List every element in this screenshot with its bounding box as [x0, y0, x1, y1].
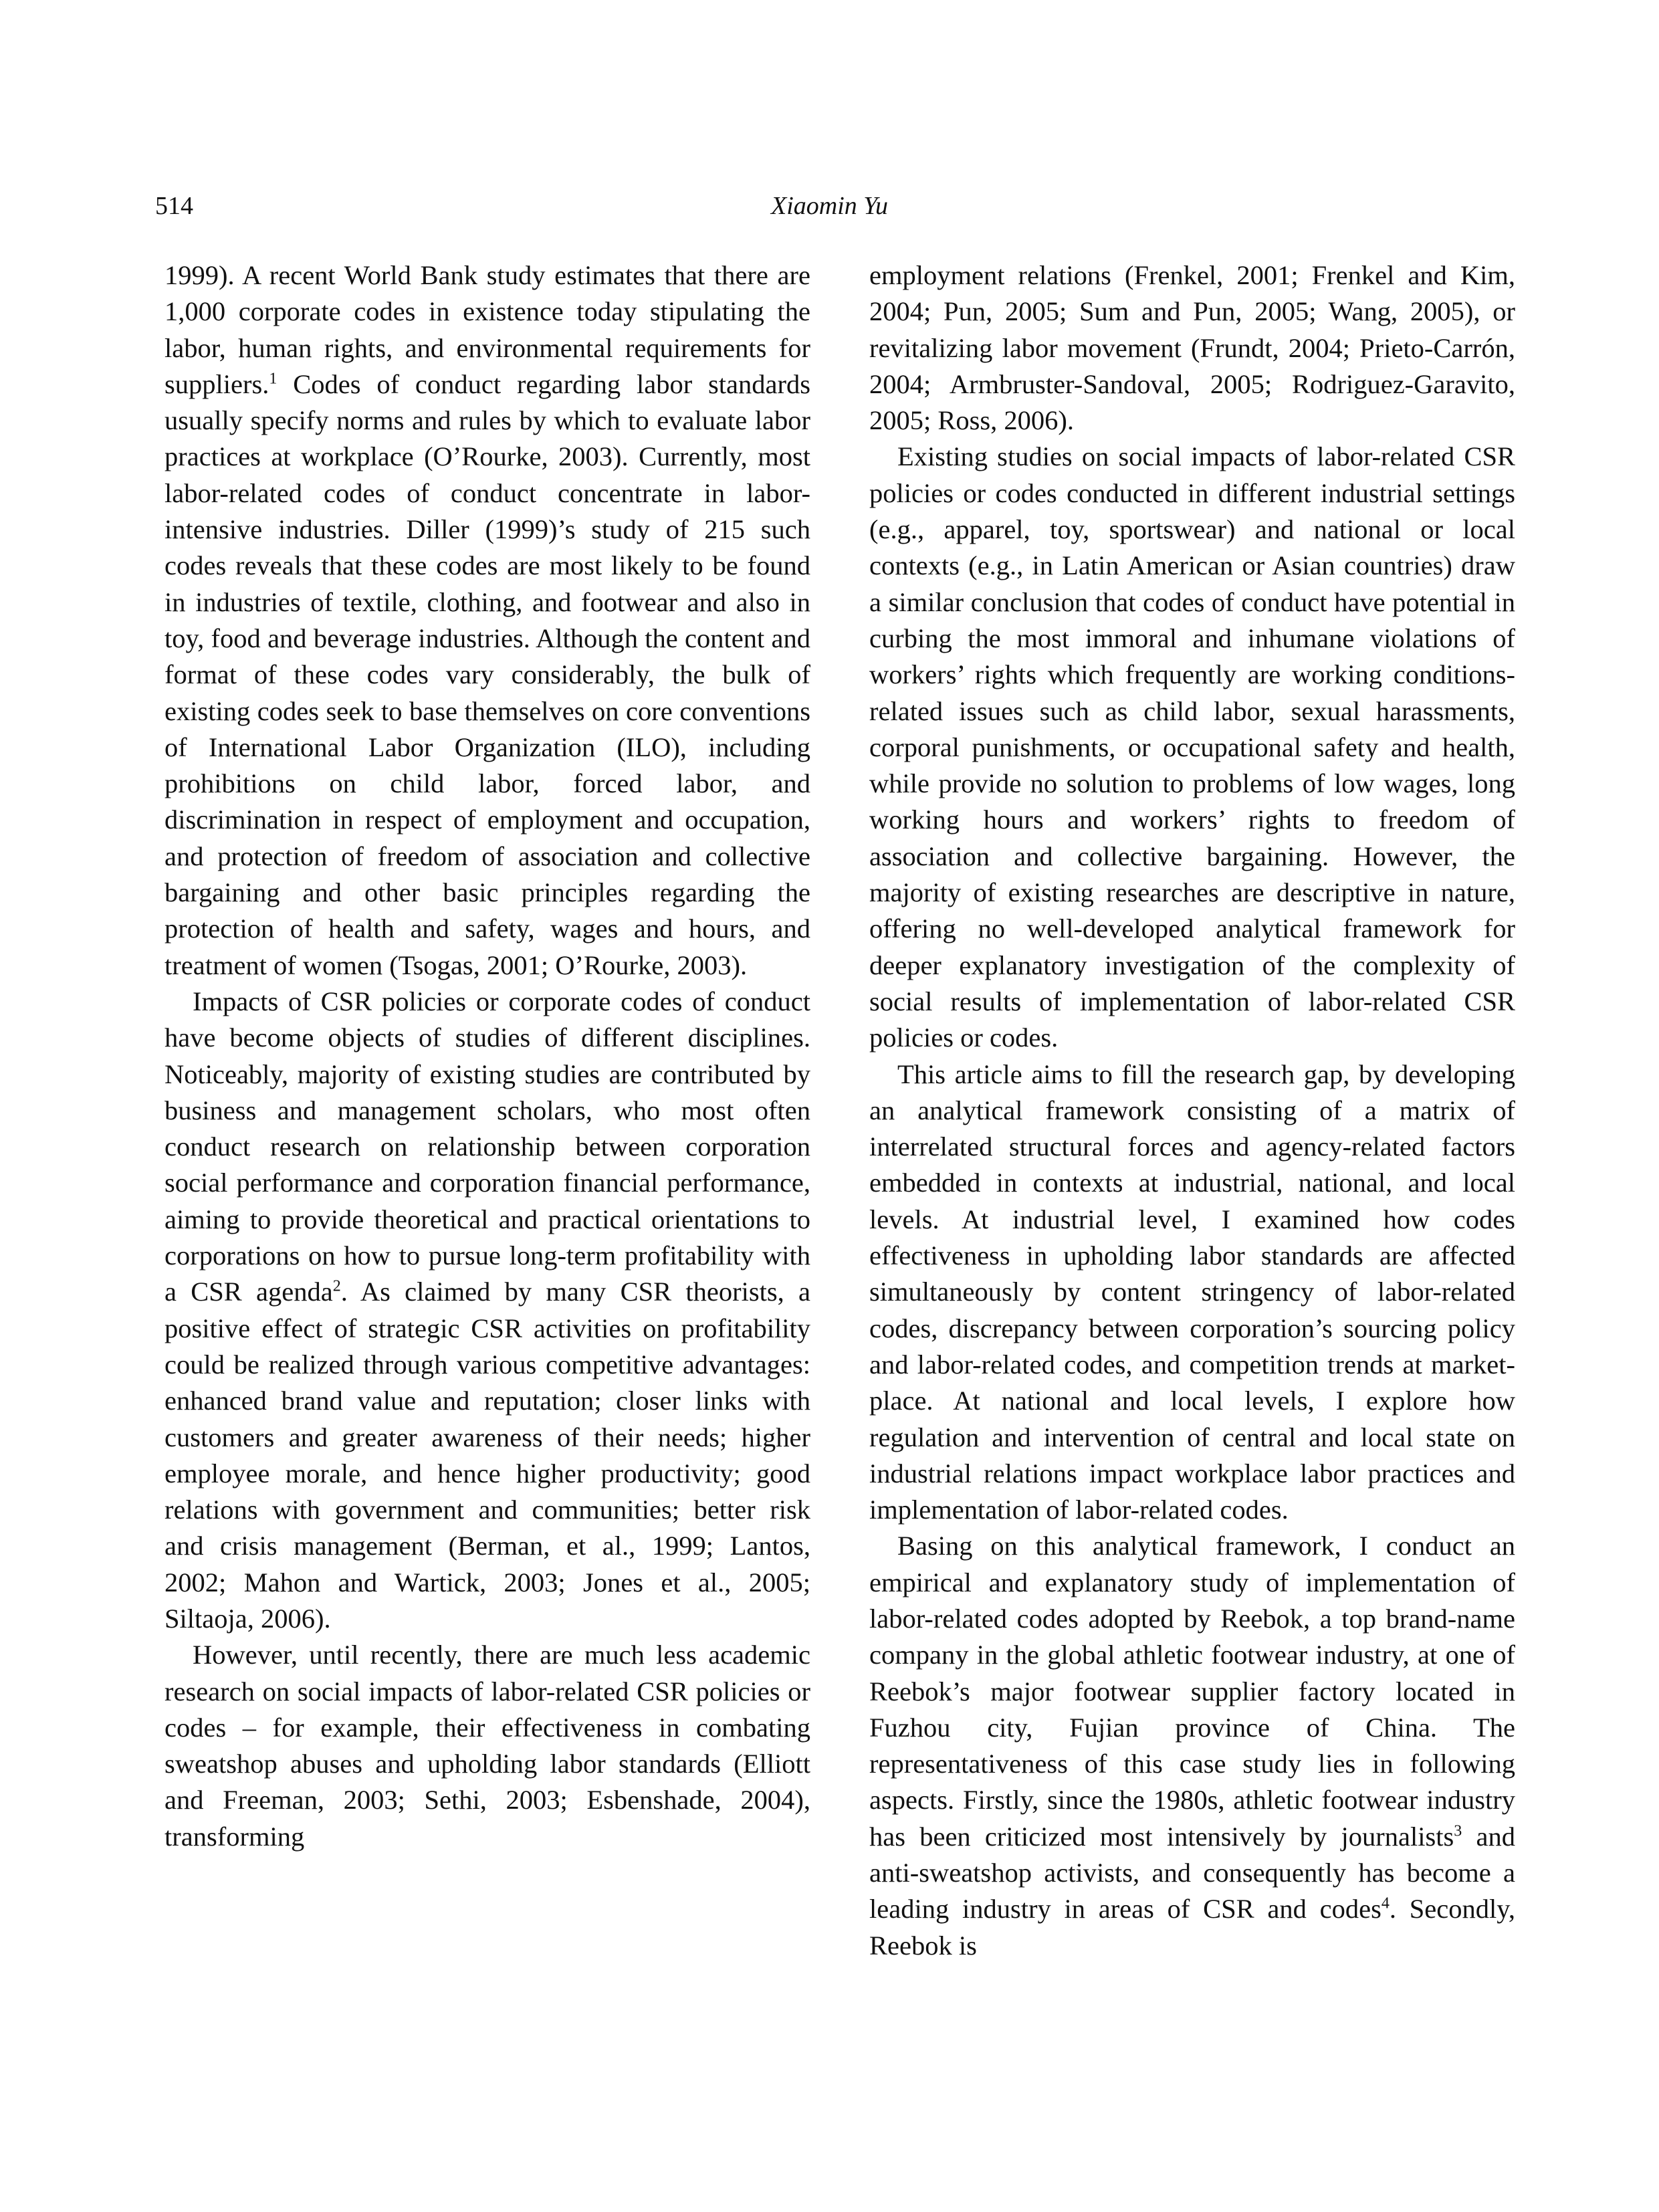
- paragraph: [164, 257, 810, 984]
- paragraph: [164, 984, 810, 1637]
- paragraph-text: and anti-sweatshop activists, and consequently has become a leading industry in areas of CSR and codes: [869, 1821, 1515, 1924]
- paragraph: However, until recently, there are much less academic research on social impacts of labor-related CSR policies or codes – for example, their effectiveness in combating sweatshop abuses and upholding labor standards (Elliott and Freeman, 2003; Sethi, 2003; Esbenshade, 2004), transforming: [164, 1640, 810, 1852]
- paragraph-text: Impacts of CSR policies or corporate codes of conduct have become objects of studies of different disciplines. Noticeably, majority of existing studies are contributed by business and management scholars, who most often conduct research on relationship between corporation social performance and corporation financial performance, aiming to provide theoretical and practical orientations to corporations on how to pursue long-term profitability with a CSR agenda: [164, 986, 810, 1307]
- footnote-marker: 4: [1381, 1894, 1390, 1912]
- page-number: 514: [155, 192, 193, 220]
- paragraph: Existing studies on social impacts of labor-related CSR policies or codes conducted in different industrial settings (e.g., apparel, toy, sportswear) and national or local contexts (e.g., in Latin American or Asian countries) draw a similar conclusion that codes of conduct have potential in curbing the most immoral and inhumane violations of workers’ rights which frequently are working conditions-related issues such as child labor, sexual harassments, corporal punishments, or occupational safety and health, while provide no solution to problems of low wages, long working hours and workers’ rights to freedom of association and collective bargaining. However, the majority of existing researches are descriptive in nature, offering no well-developed analytical framework for deeper explanatory investigation of the complexity of social results of implementation of labor-related CSR policies or codes.: [869, 441, 1515, 1053]
- paragraph-text: . Secondly, Reebok is: [869, 1894, 1515, 1961]
- paragraph-text: Codes of conduct regarding labor standards usually specify norms and rules by which to evaluate labor practices at workplace (O’Rourke, 2003). Currently, most labor-related codes of conduct concentrate in labor-intensive industries. Diller (1999)’s study of 215 such codes reveals that these codes are most likely to be found in industries of textile, clothing, and footwear and also in toy, food and beverage industries. Although the content and format of these codes vary considerably, the bulk of existing codes seek to base themselves on core conventions of International Labor Organization (ILO), including prohibitions on child labor, forced labor, and discrimination in respect of employment and occupation, and protection of freedom of association and collective bargaining and other basic principles regarding the protection of health and safety, wages and hours, and treatment of women (Tsogas, 2001; O’Rourke, 2003).: [164, 368, 810, 980]
- paragraph-text: . As claimed by many CSR theorists, a positive effect of strategic CSR activities on profitability could be realized through various competitive advantages: enhanced brand value and reputation; closer links with customers and greater awareness of their needs; higher employee morale, and hence higher productivity; good relations with government and communities; better risk and crisis management (Berman, et al., 1999; Lantos, 2002; Mahon and Wartick, 2003; Jones et al., 2005; Siltaoja, 2006).: [164, 1277, 810, 1634]
- footnote-marker: 2: [332, 1277, 341, 1295]
- footnote-marker: 3: [1454, 1822, 1462, 1840]
- left-column: [164, 257, 810, 1855]
- paragraph: employment relations (Frenkel, 2001; Frenkel and Kim, 2004; Pun, 2005; Sum and Pun, 2005; Wang, 2005), or revitalizing labor movement (Frundt, 2004; Prieto-Carrón, 2004; Armbruster-Sandoval, 2005; Rodriguez-Garavito, 2005; Ross, 2006).: [869, 260, 1515, 436]
- running-head: [155, 186, 1504, 226]
- footnote-marker: 1: [269, 370, 278, 388]
- right-column: [869, 257, 1515, 1964]
- paragraph: This article aims to fill the research gap, by developing an analytical framework consisting of a matrix of interrelated structural forces and agency-related factors embedded in contexts at industrial, national, and local levels. At industrial level, I examined how codes effectiveness in upholding labor standards are affected simultaneously by content stringency of labor-related codes, discrepancy between corporation’s sourcing policy and labor-related codes, and competition trends at market-place. At national and local levels, I explore how regulation and intervention of central and local state on industrial relations impact workplace labor practices and implementation of labor-related codes.: [869, 1059, 1515, 1525]
- running-title: Xiaomin Yu: [771, 192, 888, 220]
- paragraph-text: Basing on this analytical framework, I conduct an empirical and explanatory study of implementation of labor-related codes adopted by Reebok, a top brand-name company in the global athletic footwear industry, at one of Reebok’s major footwear supplier factory located in Fuzhou city, Fujian province of China. The representativeness of this case study lies in following aspects. Firstly, since the 1980s, athletic footwear industry has been criticized most intensively by journalists: [869, 1531, 1515, 1852]
- paragraph-text: 1999). A recent World Bank study estimates that there are 1,000 corporate codes in existence today stipulating the labor, human rights, and environmental requirements for suppliers.: [164, 260, 810, 399]
- paragraph: [869, 1528, 1515, 1964]
